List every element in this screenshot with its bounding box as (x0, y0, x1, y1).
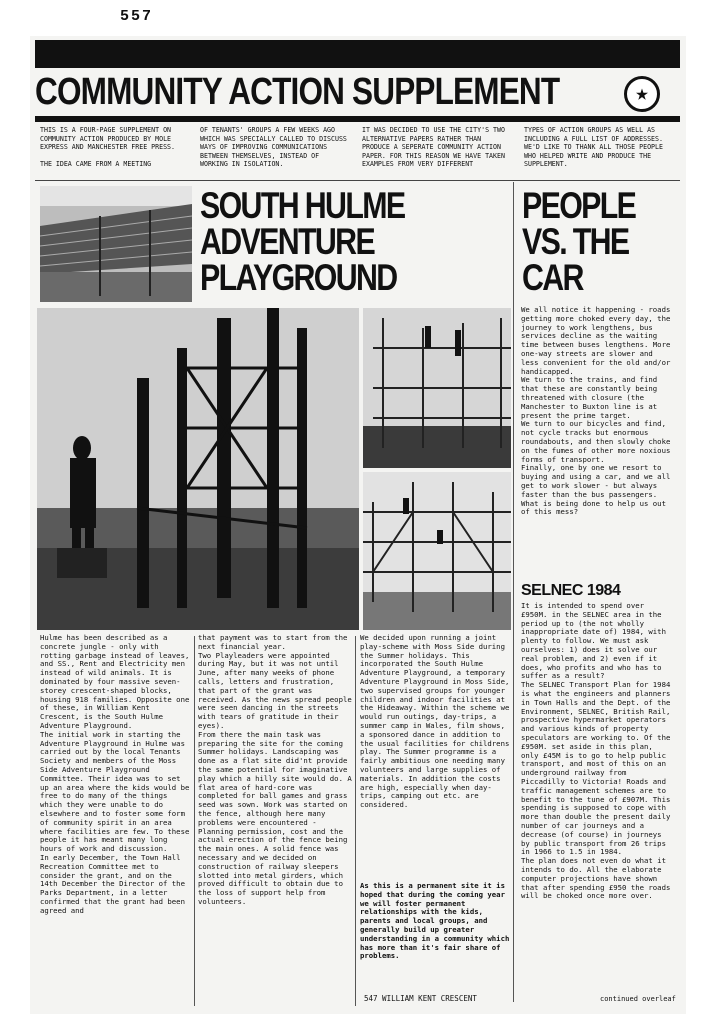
continued-overleaf-note: continued overleaf (600, 995, 676, 1003)
scaffold-tower-photo (363, 472, 511, 630)
intro-col-1: THIS IS A FOUR-PAGE SUPPLEMENT ON COMMUNITY ACTION PRODUCED BY MOLE EXPRESS AND MANCHESTER FREE PRESS. THE IDEA CAME FROM A MEETING (40, 126, 175, 168)
playground-address: 547 WILLIAM KENT CRESCENT (364, 994, 477, 1003)
playground-closing-note: As this is a permanent site it is hoped that during the coming year we will foster permanent relationships with the kids, parents and local groups, and generally build up greater understanding in a community which has more than it's fair share of problems. (360, 882, 510, 961)
column-rule (194, 636, 195, 1006)
column-rule (513, 182, 514, 1002)
intro-col-4: TYPES OF ACTION GROUPS AS WELL AS INCLUDING A FULL LIST OF ADDRESSES. WE'D LIKE TO THANK ALL THOSE PEOPLE WHO HELPED WRITE AND PRODUCE THE SUPPLEMENT. (524, 126, 663, 168)
playground-article-col-1: Hulme has been described as a concrete jungle - only with rotting garbage instead of leaves, and SS., Rent and Electricity men instead of wild animals. It is dominated by four massive seven-storey crescent-shaped blocks, housing 918 families. Opposite one of these, in William Kent Crescent, is the South Hulme Adventure Playground. The initial work in starting the Adventure Playground in Hulme was carried out by the local Tenants Society and members of the Moss Side Adventure Playground Committee. Their idea was to set up an area where the kids would be free to do many of the things which they were unable to do elsewhere and to foster some form of community spirit in an area where facilities are few. To these people it has meant many long hours of work and discussion. In early December, the Town Hall Recreation Committee met to consider the grant, and on the 14th December the Director of the Parks Department, in a letter confirmed that the grant had been agreed and (40, 634, 190, 915)
selnec-subheading: SELNEC 1984 (521, 582, 621, 599)
headline-playground: SOUTH HULME ADVENTURE PLAYGROUND (200, 185, 405, 298)
masthead (35, 70, 680, 114)
star-in-circle-icon: ★ (624, 76, 660, 112)
headline-people-vs-car: PEOPLE VS. THE CAR (522, 185, 636, 298)
playground-article-col-3: We decided upon running a joint play-scheme with Moss Side during the Summer holidays. This incorporated the South Hulme Adventure Playground, a temporary Adventure Playground in Moss Side, two supervised groups for younger children and indoor facilities at the Hideaway. Within the scheme we would run outings, day-trips, a summer camp in Wales, film shows, a sponsored dance in addition to the usual facilities for childrens play. The Summer programme is a fairly ambitious one needing many volunteers and large supplies of materials. In addition the costs are high, especially when day-trips, camping out etc. are considered. (360, 634, 510, 810)
masthead-bottom-bar (35, 116, 680, 122)
car-article-col-1: We all notice it happening - roads getting more choked every day, the journey to work lengthens, bus services decline as the waiting time between buses lengthens. More one-way streets are slower and less convenient for the old and/or handicapped. We turn to the trains, and find that these are constantly being threatened with closure (the Manchester to Buxton line is at present the prime target. We turn to our bicycles and find, not cycle tracks but enormous roundabouts, and then slowly choke on the fumes of other more noxious forms of transport. Finally, one by one we resort to buying and using a car, and we all get to work slower - but always faster than the bus passengers. What is being done to help us out of this mess? (521, 306, 671, 517)
playground-article-col-2: that payment was to start from the next financial year. Two Playleaders were appointed during May, but it was not until June, after many weeks of phone calls, letters and frustration, that part of the grant was received. As the news spread people were seen dancing in the streets with tears of gratitude in their eyes). From there the main task was preparing the site for the coming Summer holidays. Landscaping was done as a flat site did'nt provide the same potential for imaginative play which a hilly site would do. A flat area of hard-core was completed for ball games and grass seed was sown. Work was started on the fence, although here many problems were encountered - Planning permission, cost and the actual erection of the fence being the main ones. A solid fence was necessary and we decided on construction of railway sleepers slotted into metal girders, which proved difficult to obtain due to the loss of support help from volunteers. (198, 634, 352, 906)
section-divider (35, 180, 680, 181)
intro-col-3: IT WAS DECIDED TO USE THE CITY'S TWO ALTERNATIVE PAPERS RATHER THAN PRODUCE A SEPERATE COMMUNITY ACTION PAPER. FOR THIS REASON WE HAVE TAKEN EXAMPLES FROM VERY DIFFERENT (362, 126, 505, 168)
playground-structure-photo (37, 308, 359, 630)
column-rule (355, 636, 356, 1006)
page-number: 557 (120, 8, 154, 25)
flats-photo (40, 186, 192, 302)
intro-col-2: OF TENANTS' GROUPS A FEW WEEKS AGO WHICH WAS SPECIALLY CALLED TO DISCUSS WAYS OF IMPROVING COMMUNICATIONS BETWEEN THEMSELVES, INSTEAD OF WORKING IN ISOLATION. (200, 126, 347, 168)
masthead-title: COMMUNITY ACTION SUPPLEMENT (35, 70, 560, 113)
car-article-col-2: It is intended to spend over £950M. in the SELNEC area in the period up to (the not wholly inappropriate date of) 1984, with plenty to follow. We must ask ourselves: 1) does it solve our real problem, and 2) even if it does, who profits and who has to suffer as a result? The SELNEC Transport Plan for 1984 is what the engineers and planners in Town Halls and the Dept. of the Environment, SELNEC, British Rail, prospective hypermarket operators and various kinds of property speculators are working to. Of the £950M. set aside in this plan, only £45M is to go to help public transport, and most of this on an underground railway from Piccadilly to Victoria! Roads and traffic management schemes are to benefit to the tune of £907M. This spending is supposed to cope with more than double the present daily number of car journeys and a decrease (of course) in journeys by public transport from 26 trips in 1966 to 1.5 in 1984. The plan does not even do what it intends to do. All the elaborate computer projections have shown that after spending £950 the roads will be choked once more over. (521, 602, 671, 901)
masthead-top-bar (35, 40, 680, 68)
climbing-frame-photo (363, 308, 511, 468)
